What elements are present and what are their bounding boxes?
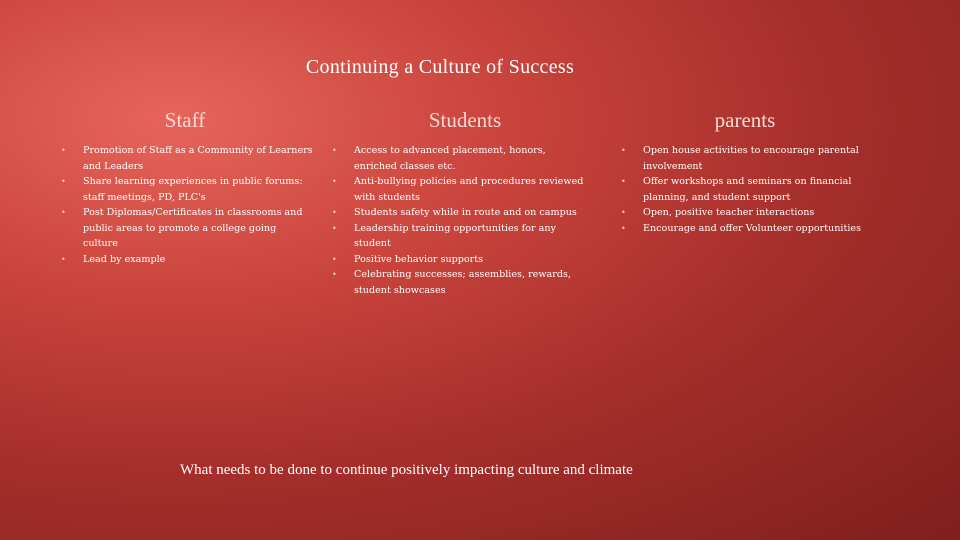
list-item-text: Share learning experiences in public forums: staff meetings, PD, PLC's: [83, 176, 303, 203]
list-item: [332, 252, 589, 268]
bullet-icon: •: [332, 270, 337, 279]
bullet-icon: •: [621, 177, 626, 186]
staff-heading: Staff: [164, 108, 206, 132]
list-item: [621, 174, 878, 205]
list-item-text: Open house activities to encourage parental involvement: [643, 145, 859, 172]
bullet-icon: •: [332, 254, 337, 264]
list-item: [332, 205, 589, 221]
list-item-text: Access to advanced placement, honors, enriched classes etc.: [354, 145, 546, 172]
list-item: [621, 221, 878, 237]
bullet-icon: •: [61, 146, 66, 155]
bullet-icon: •: [332, 146, 337, 155]
list-item: [61, 205, 313, 252]
footer-caption: What needs to be done to continue positively impacting culture and climate: [180, 462, 633, 478]
list-item-text: Open, positive teacher interactions: [643, 207, 815, 218]
list-item: [332, 221, 589, 252]
bullet-icon: •: [332, 177, 337, 186]
bullet-icon: •: [332, 223, 337, 233]
slide-title: Continuing a Culture of Success: [305, 56, 575, 78]
bullet-icon: •: [621, 223, 626, 233]
list-item-text: Encourage and offer Volunteer opportunities: [643, 222, 861, 234]
list-item-text: Leadership training opportunities for any student: [354, 222, 556, 249]
list-item-text: Offer workshops and seminars on financial planning, and student support: [643, 176, 852, 203]
list-item: [332, 174, 589, 205]
students-list: [332, 143, 589, 298]
students-heading: Students: [428, 108, 502, 132]
list-item: [332, 267, 589, 298]
list-item: [621, 205, 878, 221]
bullet-icon: •: [61, 208, 66, 217]
list-item: [332, 143, 589, 174]
parents-heading: parents: [714, 108, 776, 132]
list-item-text: Post Diplomas/Certificates in classrooms and public areas to promote a college going culture: [83, 207, 303, 249]
bullet-icon: •: [61, 254, 66, 264]
list-item-text: Students safety while in route and on campus: [354, 207, 577, 218]
parents-list: [621, 143, 878, 236]
staff-list: [61, 143, 313, 267]
list-item: [61, 252, 313, 268]
list-item-text: Anti-bullying policies and procedures reviewed with students: [354, 176, 584, 203]
list-item: [61, 174, 313, 205]
list-item-text: Promotion of Staff as a Community of Learners and Leaders: [83, 145, 313, 172]
bullet-icon: •: [61, 177, 66, 186]
bullet-icon: •: [621, 146, 626, 155]
list-item: [61, 143, 313, 174]
list-item: [621, 143, 878, 174]
bullet-icon: •: [621, 208, 626, 217]
list-item-text: Lead by example: [83, 253, 166, 265]
bullet-icon: •: [332, 208, 337, 217]
list-item-text: Positive behavior supports: [354, 253, 484, 265]
list-item-text: Celebrating successes; assemblies, rewards, student showcases: [354, 269, 571, 296]
